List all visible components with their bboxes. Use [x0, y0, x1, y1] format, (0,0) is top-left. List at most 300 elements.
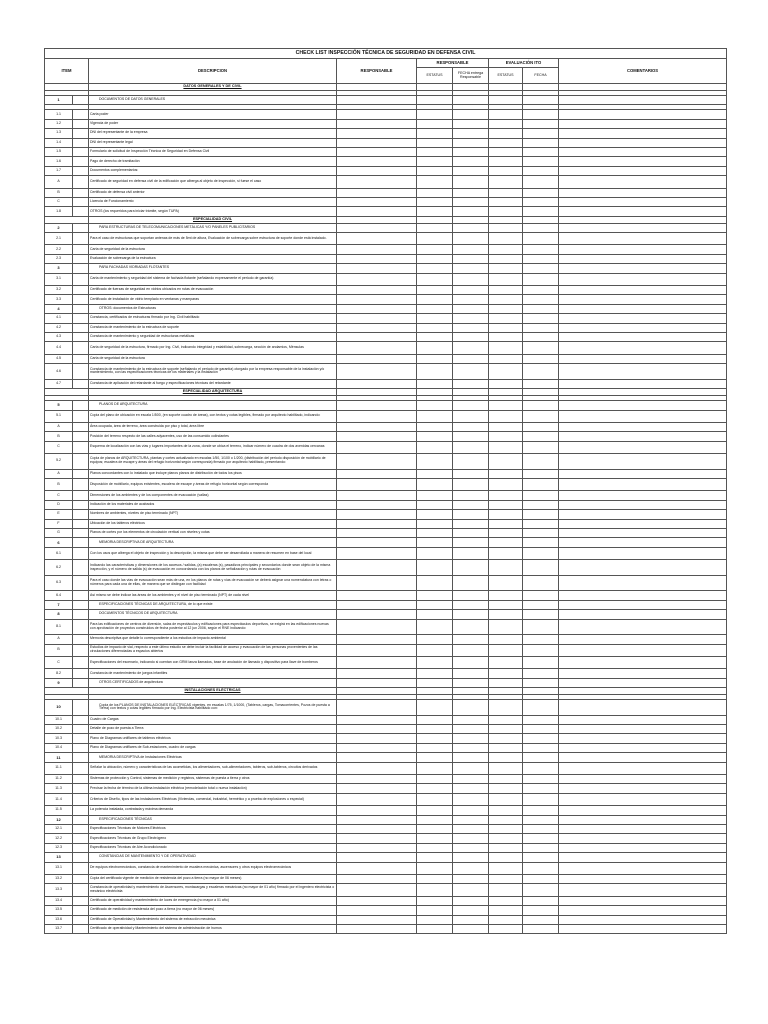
estatus-ito-cell[interactable] [489, 775, 523, 784]
estatus-ito-cell[interactable] [489, 323, 523, 332]
fecha-ito-cell[interactable] [523, 538, 559, 547]
responsable-cell[interactable] [337, 491, 417, 500]
estatus-ito-cell[interactable] [489, 166, 523, 175]
estatus-responsable-cell[interactable] [417, 197, 453, 206]
comment-cell[interactable] [559, 575, 727, 591]
estatus-ito-cell[interactable] [489, 422, 523, 431]
comment-cell[interactable] [559, 323, 727, 332]
responsable-cell[interactable] [337, 538, 417, 547]
fecha-ito-cell[interactable] [523, 147, 559, 156]
estatus-ito-cell[interactable] [489, 119, 523, 128]
estatus-responsable-cell[interactable] [417, 591, 453, 600]
comment-cell[interactable] [559, 547, 727, 559]
fecha-entrega-cell[interactable] [453, 884, 489, 896]
estatus-responsable-cell[interactable] [417, 743, 453, 752]
status-cell[interactable] [489, 688, 523, 695]
fecha-entrega-cell[interactable] [453, 157, 489, 166]
fecha-ito-cell[interactable] [523, 254, 559, 263]
fecha-ito-cell[interactable] [523, 197, 559, 206]
fecha-ito-cell[interactable] [523, 825, 559, 834]
fecha-entrega-cell[interactable] [453, 853, 489, 862]
estatus-ito-cell[interactable] [489, 734, 523, 743]
estatus-responsable-cell[interactable] [417, 853, 453, 862]
fecha-ito-cell[interactable] [523, 188, 559, 197]
fecha-ito-cell[interactable] [523, 853, 559, 862]
comment-cell[interactable] [559, 529, 727, 538]
comment-cell[interactable] [559, 753, 727, 762]
comment-cell[interactable] [559, 157, 727, 166]
fecha-entrega-cell[interactable] [453, 254, 489, 263]
estatus-responsable-cell[interactable] [417, 223, 453, 232]
fecha-entrega-cell[interactable] [453, 379, 489, 388]
comment-cell[interactable] [559, 441, 727, 453]
comment-cell[interactable] [559, 500, 727, 509]
estatus-responsable-cell[interactable] [417, 188, 453, 197]
estatus-responsable-cell[interactable] [417, 110, 453, 119]
fecha-ito-cell[interactable] [523, 166, 559, 175]
fecha-entrega-cell[interactable] [453, 843, 489, 852]
estatus-ito-cell[interactable] [489, 619, 523, 635]
responsable-cell[interactable] [337, 635, 417, 644]
estatus-responsable-cell[interactable] [417, 784, 453, 793]
responsable-cell[interactable] [337, 304, 417, 313]
responsable-cell[interactable] [337, 669, 417, 678]
status-cell[interactable] [453, 216, 489, 223]
estatus-responsable-cell[interactable] [417, 157, 453, 166]
fecha-entrega-cell[interactable] [453, 119, 489, 128]
fecha-entrega-cell[interactable] [453, 138, 489, 147]
fecha-ito-cell[interactable] [523, 264, 559, 273]
estatus-ito-cell[interactable] [489, 354, 523, 363]
estatus-responsable-cell[interactable] [417, 862, 453, 874]
estatus-responsable-cell[interactable] [417, 500, 453, 509]
estatus-ito-cell[interactable] [489, 834, 523, 843]
comment-cell[interactable] [559, 591, 727, 600]
fecha-ito-cell[interactable] [523, 432, 559, 441]
fecha-ito-cell[interactable] [523, 762, 559, 774]
fecha-ito-cell[interactable] [523, 743, 559, 752]
responsable-cell[interactable] [337, 853, 417, 862]
estatus-ito-cell[interactable] [489, 884, 523, 896]
responsable-cell[interactable] [337, 223, 417, 232]
status-cell[interactable] [489, 216, 523, 223]
responsable-cell[interactable] [337, 332, 417, 341]
status-cell[interactable] [523, 84, 559, 91]
responsable-cell[interactable] [337, 600, 417, 609]
comment-cell[interactable] [559, 379, 727, 388]
responsable-cell[interactable] [337, 725, 417, 734]
fecha-ito-cell[interactable] [523, 793, 559, 805]
fecha-entrega-cell[interactable] [453, 264, 489, 273]
fecha-ito-cell[interactable] [523, 510, 559, 519]
responsable-cell[interactable] [337, 138, 417, 147]
fecha-entrega-cell[interactable] [453, 806, 489, 815]
fecha-ito-cell[interactable] [523, 635, 559, 644]
comment-cell[interactable] [559, 389, 727, 396]
fecha-entrega-cell[interactable] [453, 538, 489, 547]
estatus-ito-cell[interactable] [489, 110, 523, 119]
comment-cell[interactable] [559, 656, 727, 668]
fecha-ito-cell[interactable] [523, 656, 559, 668]
fecha-ito-cell[interactable] [523, 834, 559, 843]
fecha-entrega-cell[interactable] [453, 364, 489, 380]
comment-cell[interactable] [559, 223, 727, 232]
responsable-cell[interactable] [337, 743, 417, 752]
estatus-ito-cell[interactable] [489, 656, 523, 668]
fecha-ito-cell[interactable] [523, 915, 559, 924]
fecha-ito-cell[interactable] [523, 753, 559, 762]
fecha-entrega-cell[interactable] [453, 635, 489, 644]
estatus-responsable-cell[interactable] [417, 323, 453, 332]
estatus-responsable-cell[interactable] [417, 304, 453, 313]
responsable-cell[interactable] [337, 874, 417, 883]
estatus-responsable-cell[interactable] [417, 422, 453, 431]
estatus-responsable-cell[interactable] [417, 656, 453, 668]
estatus-responsable-cell[interactable] [417, 379, 453, 388]
estatus-ito-cell[interactable] [489, 591, 523, 600]
estatus-ito-cell[interactable] [489, 843, 523, 852]
fecha-ito-cell[interactable] [523, 295, 559, 304]
estatus-ito-cell[interactable] [489, 600, 523, 609]
responsable-cell[interactable] [337, 610, 417, 619]
estatus-ito-cell[interactable] [489, 644, 523, 656]
responsable-cell[interactable] [337, 884, 417, 896]
estatus-ito-cell[interactable] [489, 401, 523, 410]
responsable-cell[interactable] [337, 734, 417, 743]
status-cell[interactable] [417, 688, 453, 695]
comment-cell[interactable] [559, 479, 727, 491]
estatus-ito-cell[interactable] [489, 678, 523, 687]
responsable-cell[interactable] [337, 233, 417, 245]
estatus-ito-cell[interactable] [489, 575, 523, 591]
estatus-ito-cell[interactable] [489, 862, 523, 874]
fecha-ito-cell[interactable] [523, 874, 559, 883]
fecha-ito-cell[interactable] [523, 479, 559, 491]
estatus-ito-cell[interactable] [489, 784, 523, 793]
comment-cell[interactable] [559, 834, 727, 843]
estatus-responsable-cell[interactable] [417, 138, 453, 147]
fecha-entrega-cell[interactable] [453, 896, 489, 905]
fecha-ito-cell[interactable] [523, 715, 559, 724]
comment-cell[interactable] [559, 491, 727, 500]
estatus-ito-cell[interactable] [489, 924, 523, 933]
responsable-cell[interactable] [337, 342, 417, 354]
responsable-cell[interactable] [337, 432, 417, 441]
estatus-responsable-cell[interactable] [417, 734, 453, 743]
estatus-ito-cell[interactable] [489, 469, 523, 478]
comment-cell[interactable] [559, 924, 727, 933]
responsable-cell[interactable] [337, 188, 417, 197]
comment-cell[interactable] [559, 207, 727, 216]
comment-cell[interactable] [559, 422, 727, 431]
comment-cell[interactable] [559, 432, 727, 441]
estatus-responsable-cell[interactable] [417, 560, 453, 576]
responsable-cell[interactable] [337, 915, 417, 924]
estatus-responsable-cell[interactable] [417, 793, 453, 805]
fecha-ito-cell[interactable] [523, 342, 559, 354]
status-cell[interactable] [523, 389, 559, 396]
comment-cell[interactable] [559, 401, 727, 410]
estatus-ito-cell[interactable] [489, 254, 523, 263]
fecha-ito-cell[interactable] [523, 273, 559, 285]
estatus-responsable-cell[interactable] [417, 896, 453, 905]
responsable-cell[interactable] [337, 862, 417, 874]
fecha-entrega-cell[interactable] [453, 775, 489, 784]
comment-cell[interactable] [559, 843, 727, 852]
comment-cell[interactable] [559, 166, 727, 175]
fecha-entrega-cell[interactable] [453, 314, 489, 323]
fecha-ito-cell[interactable] [523, 110, 559, 119]
comment-cell[interactable] [559, 784, 727, 793]
responsable-cell[interactable] [337, 479, 417, 491]
fecha-ito-cell[interactable] [523, 547, 559, 559]
fecha-entrega-cell[interactable] [453, 354, 489, 363]
responsable-cell[interactable] [337, 529, 417, 538]
fecha-ito-cell[interactable] [523, 784, 559, 793]
responsable-cell[interactable] [337, 216, 417, 223]
comment-cell[interactable] [559, 793, 727, 805]
fecha-entrega-cell[interactable] [453, 110, 489, 119]
fecha-entrega-cell[interactable] [453, 323, 489, 332]
responsable-cell[interactable] [337, 775, 417, 784]
fecha-ito-cell[interactable] [523, 644, 559, 656]
fecha-entrega-cell[interactable] [453, 342, 489, 354]
estatus-ito-cell[interactable] [489, 793, 523, 805]
estatus-responsable-cell[interactable] [417, 314, 453, 323]
estatus-responsable-cell[interactable] [417, 538, 453, 547]
comment-cell[interactable] [559, 510, 727, 519]
estatus-ito-cell[interactable] [489, 715, 523, 724]
comment-cell[interactable] [559, 619, 727, 635]
fecha-ito-cell[interactable] [523, 529, 559, 538]
responsable-cell[interactable] [337, 815, 417, 824]
comment-cell[interactable] [559, 906, 727, 915]
fecha-ito-cell[interactable] [523, 669, 559, 678]
estatus-ito-cell[interactable] [489, 129, 523, 138]
responsable-cell[interactable] [337, 441, 417, 453]
status-cell[interactable] [453, 389, 489, 396]
estatus-responsable-cell[interactable] [417, 519, 453, 528]
responsable-cell[interactable] [337, 715, 417, 724]
responsable-cell[interactable] [337, 906, 417, 915]
fecha-entrega-cell[interactable] [453, 166, 489, 175]
fecha-ito-cell[interactable] [523, 619, 559, 635]
responsable-cell[interactable] [337, 843, 417, 852]
estatus-responsable-cell[interactable] [417, 410, 453, 422]
estatus-responsable-cell[interactable] [417, 207, 453, 216]
fecha-entrega-cell[interactable] [453, 656, 489, 668]
fecha-entrega-cell[interactable] [453, 295, 489, 304]
estatus-responsable-cell[interactable] [417, 924, 453, 933]
fecha-entrega-cell[interactable] [453, 600, 489, 609]
fecha-entrega-cell[interactable] [453, 223, 489, 232]
comment-cell[interactable] [559, 678, 727, 687]
estatus-responsable-cell[interactable] [417, 906, 453, 915]
comment-cell[interactable] [559, 560, 727, 576]
fecha-entrega-cell[interactable] [453, 176, 489, 188]
fecha-ito-cell[interactable] [523, 323, 559, 332]
responsable-cell[interactable] [337, 896, 417, 905]
fecha-ito-cell[interactable] [523, 815, 559, 824]
fecha-ito-cell[interactable] [523, 519, 559, 528]
responsable-cell[interactable] [337, 364, 417, 380]
responsable-cell[interactable] [337, 389, 417, 396]
fecha-entrega-cell[interactable] [453, 678, 489, 687]
responsable-cell[interactable] [337, 410, 417, 422]
estatus-ito-cell[interactable] [489, 560, 523, 576]
estatus-responsable-cell[interactable] [417, 815, 453, 824]
fecha-entrega-cell[interactable] [453, 734, 489, 743]
comment-cell[interactable] [559, 519, 727, 528]
estatus-responsable-cell[interactable] [417, 264, 453, 273]
estatus-ito-cell[interactable] [489, 286, 523, 295]
fecha-ito-cell[interactable] [523, 441, 559, 453]
fecha-ito-cell[interactable] [523, 700, 559, 716]
comment-cell[interactable] [559, 254, 727, 263]
comment-cell[interactable] [559, 138, 727, 147]
estatus-ito-cell[interactable] [489, 906, 523, 915]
fecha-entrega-cell[interactable] [453, 834, 489, 843]
estatus-responsable-cell[interactable] [417, 479, 453, 491]
comment-cell[interactable] [559, 354, 727, 363]
estatus-responsable-cell[interactable] [417, 678, 453, 687]
fecha-ito-cell[interactable] [523, 207, 559, 216]
estatus-responsable-cell[interactable] [417, 575, 453, 591]
fecha-ito-cell[interactable] [523, 862, 559, 874]
fecha-ito-cell[interactable] [523, 843, 559, 852]
fecha-entrega-cell[interactable] [453, 725, 489, 734]
comment-cell[interactable] [559, 734, 727, 743]
estatus-ito-cell[interactable] [489, 432, 523, 441]
estatus-responsable-cell[interactable] [417, 843, 453, 852]
status-cell[interactable] [453, 688, 489, 695]
responsable-cell[interactable] [337, 286, 417, 295]
estatus-ito-cell[interactable] [489, 519, 523, 528]
fecha-ito-cell[interactable] [523, 600, 559, 609]
responsable-cell[interactable] [337, 547, 417, 559]
comment-cell[interactable] [559, 825, 727, 834]
fecha-ito-cell[interactable] [523, 401, 559, 410]
estatus-responsable-cell[interactable] [417, 510, 453, 519]
comment-cell[interactable] [559, 743, 727, 752]
comment-cell[interactable] [559, 700, 727, 716]
status-cell[interactable] [489, 84, 523, 91]
fecha-entrega-cell[interactable] [453, 147, 489, 156]
fecha-entrega-cell[interactable] [453, 410, 489, 422]
fecha-entrega-cell[interactable] [453, 743, 489, 752]
estatus-responsable-cell[interactable] [417, 119, 453, 128]
fecha-ito-cell[interactable] [523, 410, 559, 422]
comment-cell[interactable] [559, 635, 727, 644]
fecha-entrega-cell[interactable] [453, 197, 489, 206]
estatus-responsable-cell[interactable] [417, 454, 453, 470]
fecha-ito-cell[interactable] [523, 176, 559, 188]
responsable-cell[interactable] [337, 207, 417, 216]
fecha-ito-cell[interactable] [523, 500, 559, 509]
responsable-cell[interactable] [337, 197, 417, 206]
estatus-responsable-cell[interactable] [417, 273, 453, 285]
fecha-ito-cell[interactable] [523, 591, 559, 600]
fecha-entrega-cell[interactable] [453, 915, 489, 924]
fecha-ito-cell[interactable] [523, 332, 559, 341]
status-cell[interactable] [417, 389, 453, 396]
fecha-ito-cell[interactable] [523, 286, 559, 295]
estatus-responsable-cell[interactable] [417, 147, 453, 156]
estatus-ito-cell[interactable] [489, 295, 523, 304]
responsable-cell[interactable] [337, 273, 417, 285]
fecha-ito-cell[interactable] [523, 924, 559, 933]
fecha-entrega-cell[interactable] [453, 500, 489, 509]
estatus-responsable-cell[interactable] [417, 600, 453, 609]
estatus-ito-cell[interactable] [489, 538, 523, 547]
estatus-responsable-cell[interactable] [417, 635, 453, 644]
status-cell[interactable] [453, 84, 489, 91]
responsable-cell[interactable] [337, 753, 417, 762]
responsable-cell[interactable] [337, 575, 417, 591]
fecha-entrega-cell[interactable] [453, 619, 489, 635]
fecha-entrega-cell[interactable] [453, 874, 489, 883]
estatus-ito-cell[interactable] [489, 233, 523, 245]
fecha-entrega-cell[interactable] [453, 529, 489, 538]
fecha-entrega-cell[interactable] [453, 924, 489, 933]
estatus-responsable-cell[interactable] [417, 469, 453, 478]
comment-cell[interactable] [559, 410, 727, 422]
estatus-responsable-cell[interactable] [417, 432, 453, 441]
estatus-ito-cell[interactable] [489, 825, 523, 834]
estatus-ito-cell[interactable] [489, 379, 523, 388]
fecha-entrega-cell[interactable] [453, 560, 489, 576]
responsable-cell[interactable] [337, 176, 417, 188]
estatus-responsable-cell[interactable] [417, 401, 453, 410]
responsable-cell[interactable] [337, 264, 417, 273]
fecha-ito-cell[interactable] [523, 560, 559, 576]
fecha-ito-cell[interactable] [523, 422, 559, 431]
estatus-responsable-cell[interactable] [417, 176, 453, 188]
estatus-ito-cell[interactable] [489, 700, 523, 716]
estatus-ito-cell[interactable] [489, 529, 523, 538]
estatus-ito-cell[interactable] [489, 410, 523, 422]
estatus-ito-cell[interactable] [489, 157, 523, 166]
comment-cell[interactable] [559, 862, 727, 874]
estatus-responsable-cell[interactable] [417, 884, 453, 896]
comment-cell[interactable] [559, 725, 727, 734]
fecha-entrega-cell[interactable] [453, 129, 489, 138]
comment-cell[interactable] [559, 669, 727, 678]
estatus-responsable-cell[interactable] [417, 166, 453, 175]
estatus-ito-cell[interactable] [489, 547, 523, 559]
fecha-entrega-cell[interactable] [453, 432, 489, 441]
estatus-ito-cell[interactable] [489, 96, 523, 105]
estatus-responsable-cell[interactable] [417, 441, 453, 453]
estatus-responsable-cell[interactable] [417, 915, 453, 924]
estatus-responsable-cell[interactable] [417, 825, 453, 834]
comment-cell[interactable] [559, 176, 727, 188]
comment-cell[interactable] [559, 286, 727, 295]
estatus-ito-cell[interactable] [489, 815, 523, 824]
responsable-cell[interactable] [337, 454, 417, 470]
fecha-entrega-cell[interactable] [453, 784, 489, 793]
responsable-cell[interactable] [337, 96, 417, 105]
responsable-cell[interactable] [337, 793, 417, 805]
estatus-responsable-cell[interactable] [417, 96, 453, 105]
comment-cell[interactable] [559, 96, 727, 105]
estatus-ito-cell[interactable] [489, 874, 523, 883]
responsable-cell[interactable] [337, 254, 417, 263]
responsable-cell[interactable] [337, 762, 417, 774]
fecha-ito-cell[interactable] [523, 304, 559, 313]
estatus-ito-cell[interactable] [489, 273, 523, 285]
fecha-ito-cell[interactable] [523, 610, 559, 619]
